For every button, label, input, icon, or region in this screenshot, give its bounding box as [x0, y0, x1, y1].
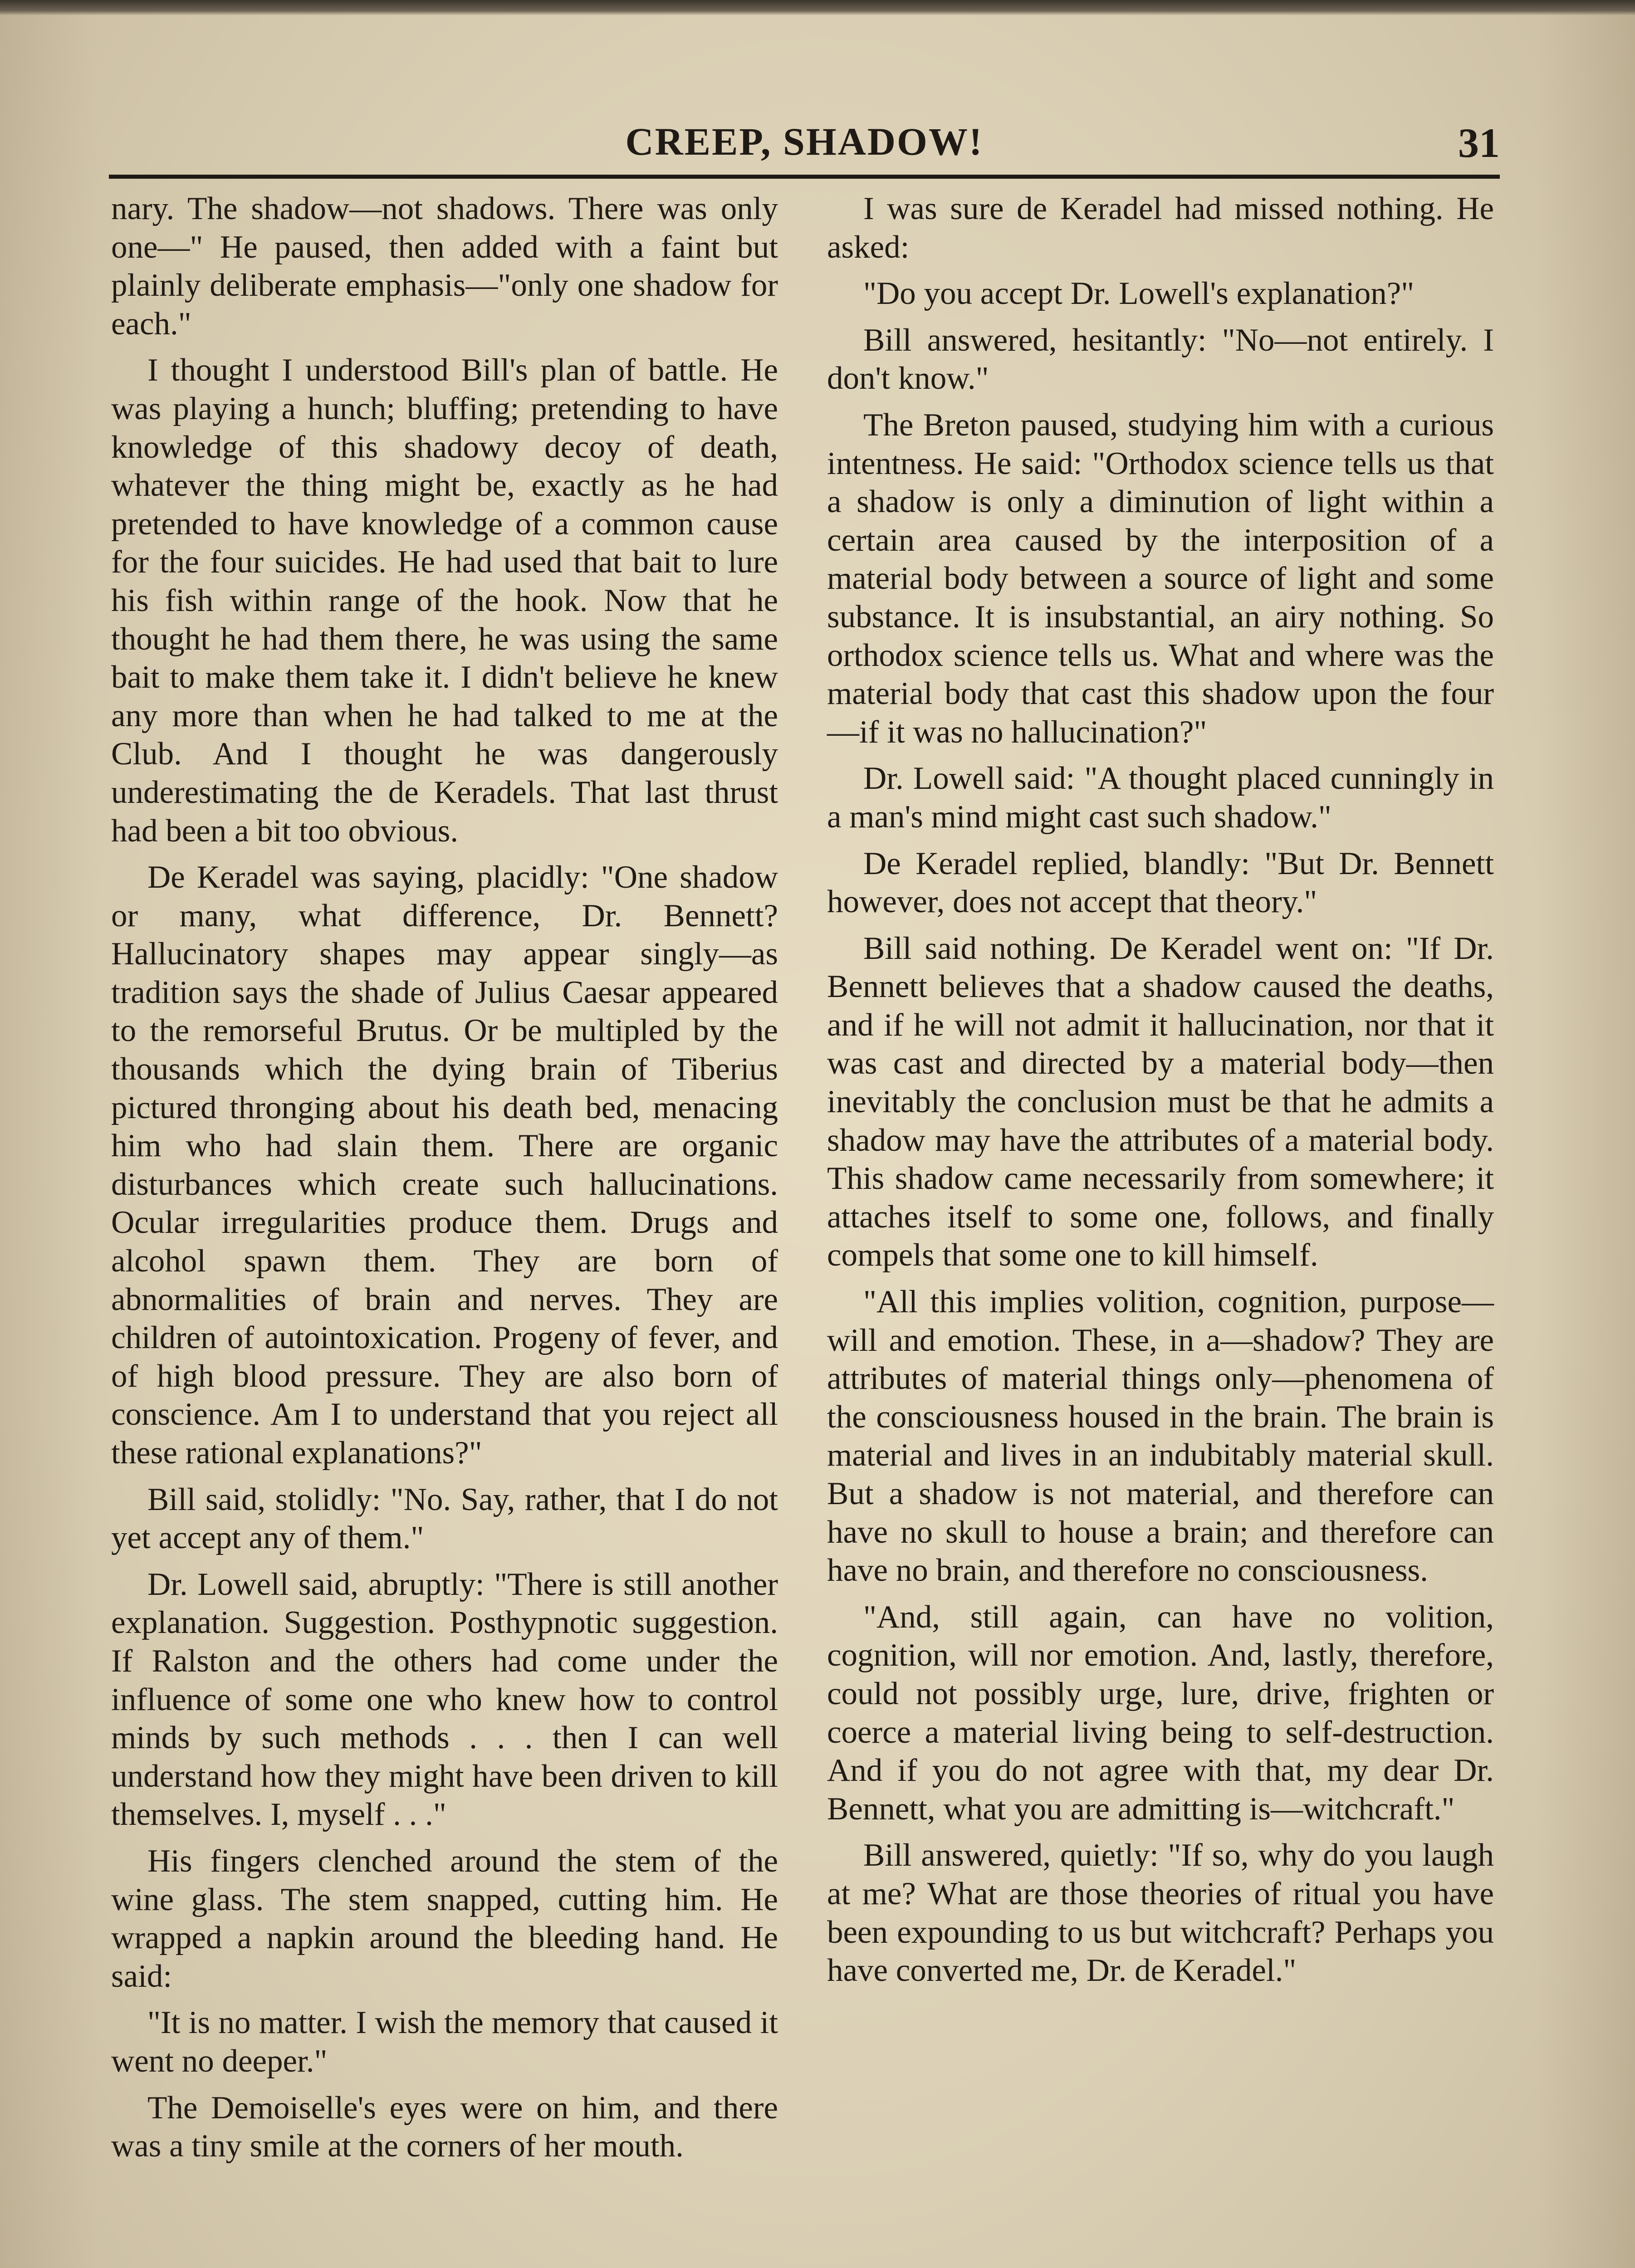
- paragraph: Dr. Lowell said, abruptly: "There is still another explanation. Suggestion. Posthypnotic suggestion. If Ralston and the others had come under the influence of some one who knew how to control minds by such methods . . . then I can well understand how they might have been driven to kill themselves. I, myself . . .": [111, 1566, 778, 1833]
- paragraph: Bill said nothing. De Keradel went on: "If Dr. Bennett believes that a shadow caused the deaths, and if he will not admit it hallucination, nor that it was cast and directed by a material body—then inevitably the conclusion must be that he admits a shadow may have the attributes of a material body. This shadow came necessarily from somewhere; it attaches itself to some one, follows, and finally compels that some one to kill himself.: [827, 930, 1494, 1273]
- paragraph: "Do you accept Dr. Lowell's explanation?": [863, 276, 1415, 312]
- paragraph: De Keradel was saying, placidly: "One shadow or many, what difference, Dr. Bennett? Hallucinatory shapes may appear singly—as tradition says the shade of Julius Caesar appeared to the remorseful Brutus. Or be multipled by the thousands which the dying brain of Tiberius pictured thronging about his death bed, menacing him who had slain them. There are organic disturbances which create such hallucinations. Ocular irregularities produce them. Drugs and alcohol spawn them. They are born of abnormalities of brain and nerves. They are children of autointoxication. Progeny of fever, and of high blood pressure. They are also born of conscience. Am I to understand that you reject all these rational explanations?": [111, 860, 778, 1471]
- text-columns: [111, 190, 1498, 2268]
- paragraph: The Demoiselle's eyes were on him, and there was a tiny smile at the corners of her mouth.: [111, 2090, 778, 2164]
- paragraph: "It is no matter. I wish the memory that caused it went no deeper.": [111, 2005, 778, 2079]
- running-title: CREEP, SHADOW!: [625, 120, 984, 163]
- paragraph: Dr. Lowell said: "A thought placed cunningly in a man's mind might cast such shadow.": [827, 761, 1494, 835]
- page-number: 31: [1458, 120, 1500, 166]
- paragraph: Bill answered, hesitantly: "No—not entirely. I don't know.": [827, 322, 1494, 396]
- paragraph: "All this implies volition, cognition, purpose—will and emotion. These, in a—shadow? They are attributes of material things only—phenomena of the consciousness housed in the brain. The brain is material and lives in an indubitably material skull. But a shadow is not material, and therefore can have no skull to house a brain; and therefore can have no brain, and therefore no consciousness.: [827, 1284, 1494, 1589]
- header-rule: [109, 175, 1500, 179]
- paragraph: Bill answered, quietly: "If so, why do you laugh at me? What are those theories of ritual you have been expounding to us but witchcraft? Perhaps you have converted me, Dr. de Keradel.": [827, 1838, 1494, 1989]
- page-header: [109, 119, 1500, 178]
- paragraph: Bill said, stolidly: "No. Say, rather, that I do not yet accept any of them.": [111, 1481, 778, 1556]
- page-top-edge: [0, 0, 1635, 15]
- paragraph: De Keradel replied, blandly: "But Dr. Bennett however, does not accept that theory.": [827, 846, 1494, 920]
- paragraph: His fingers clenched around the stem of the wine glass. The stem snapped, cutting him. He wrapped a napkin around the bleeding hand. He said:: [111, 1843, 778, 1994]
- paragraph: I was sure de Keradel had missed nothing. He asked:: [827, 191, 1494, 265]
- left-column: [111, 190, 778, 2268]
- paragraph: I thought I understood Bill's plan of battle. He was playing a hunch; bluffing; pretending to have knowledge of this shadowy decoy of death, whatever the thing might be, exactly as he had pretended to have knowledge of a common cause for the four suicides. He had used that bait to lure his fish within range of the hook. Now that he thought he had them there, he was using the same bait to make them take it. I didn't believe he knew any more than when he had talked to me at the Club. And I thought he was dangerously underestimating the de Keradels. That last thrust had been a bit too obvious.: [111, 352, 778, 849]
- paragraph: The Breton paused, studying him with a curious intentness. He said: "Orthodox science tells us that a shadow is only a diminution of light within a certain area caused by the interposition of a material body between a source of light and some substance. It is insubstantial, an airy nothing. So orthodox science tells us. What and where was the material body that cast this shadow upon the four—if it was no hallucination?": [827, 407, 1494, 750]
- paragraph: "And, still again, can have no volition, cognition, will nor emotion. And, lastly, therefore, could not possibly urge, lure, drive, frighten or coerce a material living being to self-destruction. And if you do not agree with that, my dear Dr. Bennett, what you are admitting is—witchcraft.": [827, 1599, 1494, 1827]
- right-column: [827, 190, 1494, 2268]
- paragraph: nary. The shadow—not shadows. There was only one—" He paused, then added with a faint but plainly deliberate emphasis—"only one shadow for each.": [111, 191, 778, 342]
